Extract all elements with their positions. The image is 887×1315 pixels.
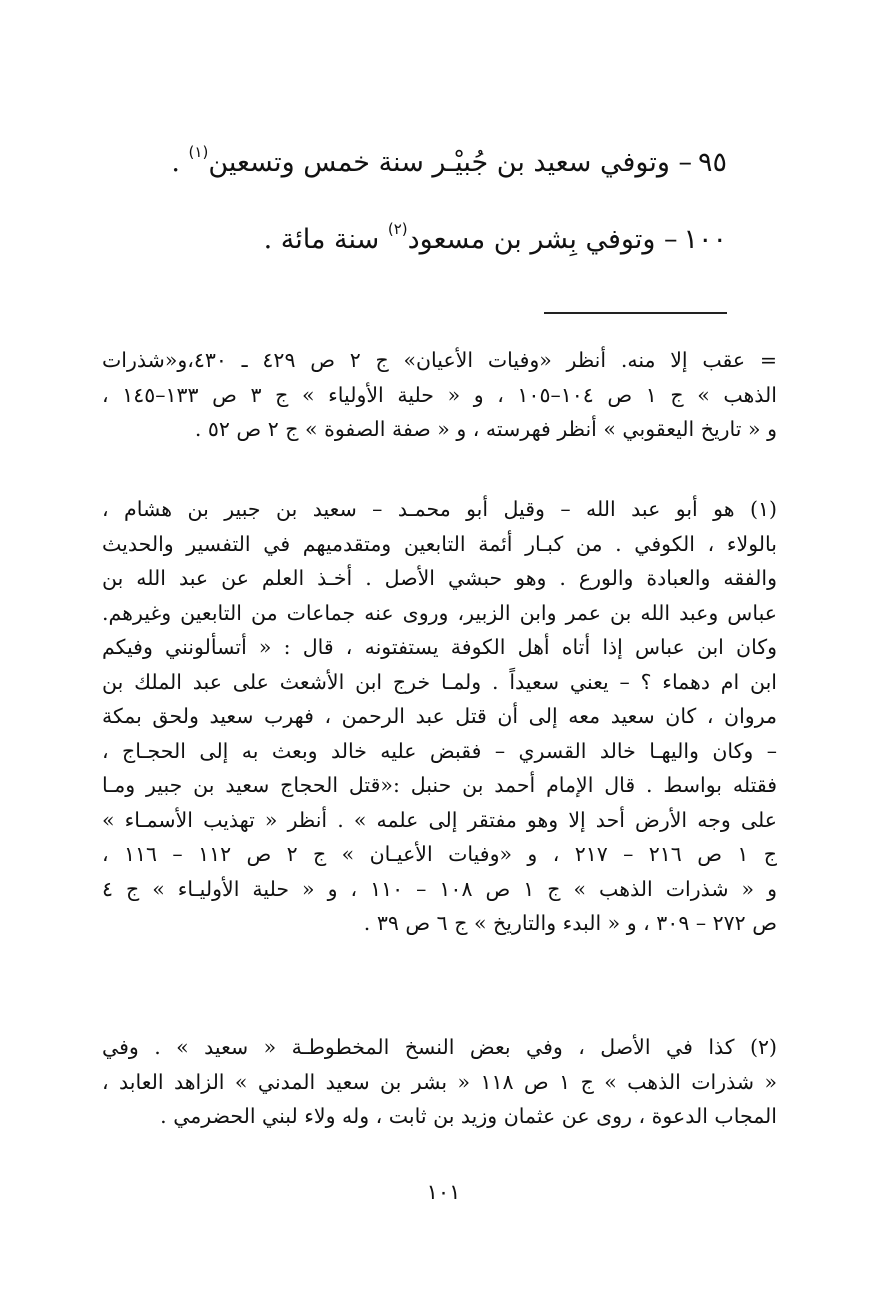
entry-text: – وتوفي بِشر بن مسعود — [407, 224, 678, 255]
footnote-line: (٢) كذا في الأصل ، وفي بعض النسخ المخطوطـة « سعيد » . وفي — [102, 1035, 777, 1059]
footnote-ref[interactable]: (٢) — [387, 220, 408, 238]
footnote-line: ص ٢٧٢ – ٣٠٩ ، و « البدء والتاريخ » ج ٦ ص ٣٩ . — [363, 911, 777, 935]
main-entry-95 — [171, 145, 727, 176]
footnote-line: = عقب إلا منه. أنظر «وفيات الأعيان» ج ٢ ص ٤٢٩ ـ ٤٣٠،و«شذرات — [102, 348, 777, 372]
entry-end: . — [171, 147, 189, 178]
footnote-line: ج ١ ص ٢١٦ – ٢١٧ ، و «وفيات الأعيـان » ج ٢ ص ١١٢ – ١١٦ ، — [102, 842, 777, 866]
footnote-1 — [102, 492, 777, 941]
footnote-separator — [544, 312, 727, 314]
footnote-line: ابن ام دهماء ؟ – يعني سعيداً . ولمـا خرج ابن الأشعث على عبد الملك بن — [102, 669, 777, 694]
footnote-line: المجاب الدعوة ، روى عن عثمان وزيد بن ثابت ، وله ولاء لبني الحضرمي . — [160, 1104, 777, 1128]
footnote-line: عباس وعبد الله بن عمر وابن الزبير، وروى عنه جماعات من التابعين وغيرهم. — [102, 600, 777, 625]
footnote-ref[interactable]: (١) — [188, 143, 209, 161]
footnote-line: وكان ابن عباس إذا أتاه أهل الكوفة يستفتونه ، قال : « أتسألونني وفيكم — [102, 635, 777, 659]
footnote-line: والفقه والعبادة والورع . وهو حبشي الأصل . أخـذ العلم عن عبد الله بن — [102, 566, 777, 590]
footnote-line: مروان ، كان سعيد معه إلى أن قتل عبد الرحمن ، فهرب سعيد ولحق بمكة — [102, 704, 777, 728]
footnote-line: (١) هو أبو عبد الله – وقيل أبو محمـد – سعيد بن جبير بن هشام ، — [102, 497, 777, 521]
footnote-2 — [102, 1030, 777, 1134]
footnote-line: و « شذرات الذهب » ج ١ ص ١٠٨ – ١١٠ ، و « حلية الأوليـاء » ج ٤ — [102, 876, 777, 901]
footnote-line: – وكان واليهـا خالد القسري – فقبض عليه خالد وبعث به إلى الحجـاج ، — [102, 738, 777, 763]
footnote-line: على وجه الأرض أحد إلا وهو مفتقر إلى علمه » . أنظر « تهذيب الأسمـاء » — [102, 807, 777, 832]
footnote-line: و « تاريخ اليعقوبي » أنظر فهرسته ، و « صفة الصفوة » ج ٢ ص ٥٢ . — [194, 417, 777, 441]
footnote-line: فقتله بواسط . قال الإمام أحمد بن حنبل :«قتل الحجاج سعيد بن جبير ومـا — [102, 773, 777, 797]
page-number: ١٠١ — [426, 1180, 461, 1204]
footnote-line: الذهب » ج ١ ص ١٠٤–١٠٥ ، و « حلية الأولياء » ج ٣ ص ١٣٣–١٤٥ ، — [102, 382, 777, 407]
entry-text: – وتوفي سعيد بن جُبيْـر سنة خمس وتسعين — [208, 147, 692, 178]
footnote-line: بالولاء ، الكوفي . من كبـار أئمة التابعين ومتقدميهم في التفسير والحديث — [102, 531, 777, 556]
main-entry-100 — [264, 222, 727, 253]
entry-year: ٩٥ — [697, 147, 727, 178]
footnote-continuation — [102, 343, 777, 447]
entry-year: ١٠٠ — [683, 224, 727, 255]
entry-end: سنة مائة . — [263, 224, 388, 255]
footnote-line: « شذرات الذهب » ج ١ ص ١١٨ « بشر بن سعيد المدني » الزاهد العابد ، — [102, 1069, 778, 1094]
